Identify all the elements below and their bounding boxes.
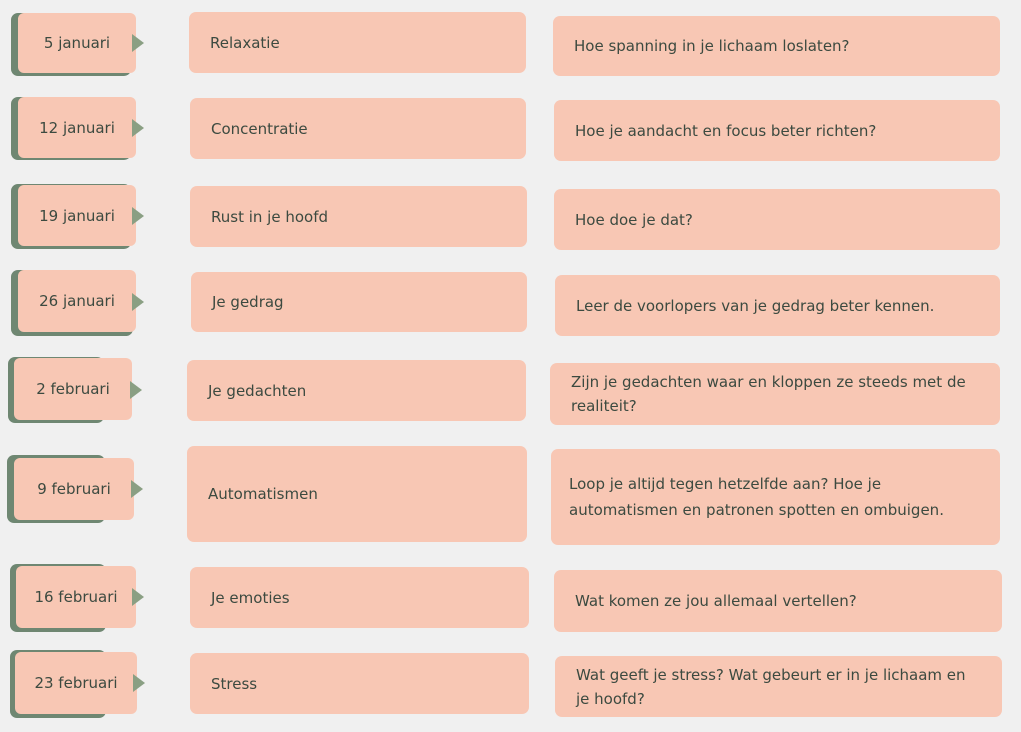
session-topic: Automatismen: [187, 446, 527, 542]
arrow-right-icon: [132, 34, 144, 52]
session-date: 16 februari: [16, 566, 136, 628]
session-date: 2 februari: [14, 358, 132, 420]
session-question-text: Zijn je gedachten waar en kloppen ze steeds met de realiteit?: [571, 373, 966, 415]
session-question: [553, 16, 1000, 76]
session-question: [550, 363, 1000, 425]
session-topic: Je emoties: [190, 567, 529, 628]
session-date: 9 februari: [14, 458, 134, 520]
session-date: 19 januari: [18, 185, 136, 246]
session-question: [551, 449, 1000, 545]
session-question-text: Loop je altijd tegen hetzelfde aan? Hoe je automatismen en patronen spotten en ombuigen.: [569, 475, 944, 519]
session-question-text: Leer de voorlopers van je gedrag beter kennen.: [576, 296, 935, 315]
arrow-right-icon: [132, 119, 144, 137]
session-question-text: Hoe je aandacht en focus beter richten?: [575, 121, 877, 140]
arrow-right-icon: [131, 480, 143, 498]
session-date: 12 januari: [18, 97, 136, 158]
session-topic: Stress: [190, 653, 529, 714]
session-date: 23 februari: [15, 652, 137, 714]
arrow-right-icon: [132, 293, 144, 311]
session-topic: Rust in je hoofd: [190, 186, 527, 247]
session-question: [554, 570, 1002, 632]
session-topic: Je gedrag: [191, 272, 527, 332]
arrow-right-icon: [130, 381, 142, 399]
session-question: [555, 656, 1002, 717]
session-question: [554, 100, 1000, 161]
arrow-right-icon: [132, 207, 144, 225]
arrow-right-icon: [132, 588, 144, 606]
session-question-text: Hoe spanning in je lichaam loslaten?: [574, 37, 850, 55]
session-date: 26 januari: [18, 270, 136, 332]
session-question: [555, 275, 1000, 336]
session-question-text: Hoe doe je dat?: [575, 210, 693, 229]
session-question-text: Wat komen ze jou allemaal vertellen?: [575, 592, 857, 610]
session-topic: Relaxatie: [189, 12, 526, 73]
session-topic: Je gedachten: [187, 360, 526, 421]
session-topic: Concentratie: [190, 98, 526, 159]
session-date: 5 januari: [18, 13, 136, 73]
arrow-right-icon: [133, 674, 145, 692]
session-question-text: Wat geeft je stress? Wat gebeurt er in je lichaam en je hoofd?: [576, 665, 966, 708]
session-question: [554, 189, 1000, 250]
